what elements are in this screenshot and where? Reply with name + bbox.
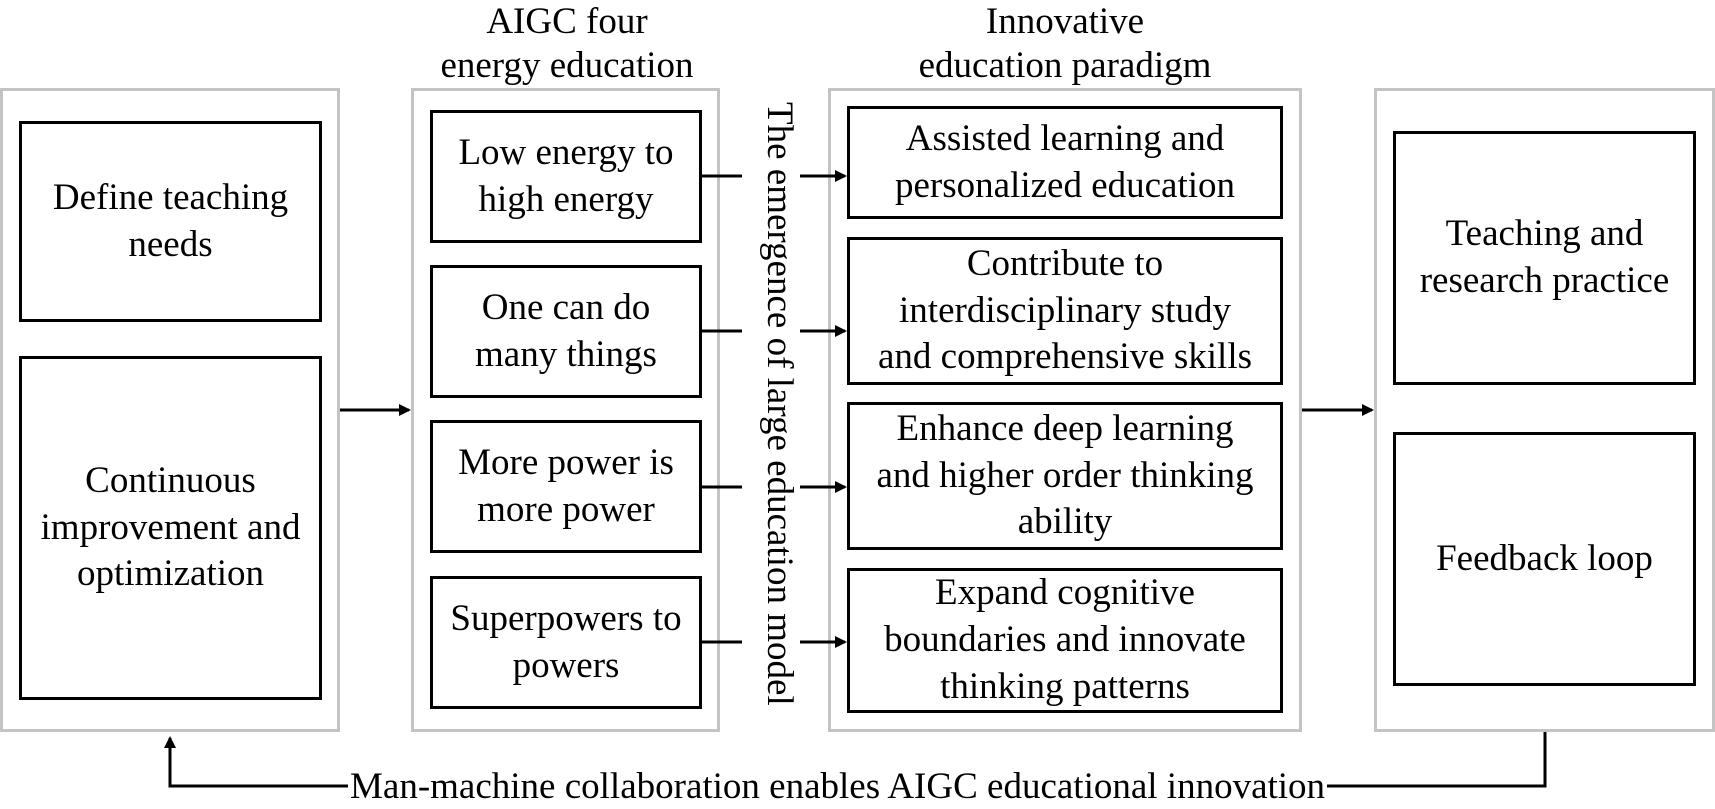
paradigm-heading: Innovative education paradigm [918, 1, 1212, 87]
assisted-learning-label: Assisted learning and personalized education [894, 117, 1236, 206]
continuous-improvement-label: Continuous improvement and optimization [40, 459, 301, 595]
one-can-do-label: One can do many things [475, 286, 657, 375]
interdisciplinary-label: Contribute to interdisciplinary study and comprehensive skills [877, 242, 1253, 378]
define-teaching-needs-label: Define teaching needs [52, 176, 289, 265]
more-power-label: More power is more power [458, 441, 674, 530]
teaching-research-label: Teaching and research practice [1419, 213, 1670, 301]
emergence-label: The emergence of large education model [759, 102, 800, 706]
feedback-loop-label: Feedback loop [1436, 537, 1653, 579]
feedback-caption: Man-machine collaboration enables AIGC educational innovation [350, 766, 1326, 807]
low-energy-label: Low energy to high energy [458, 131, 674, 220]
cognitive-boundaries-label: Expand cognitive boundaries and innovate thinking patterns [884, 572, 1246, 707]
aigc-heading: AIGC four energy education [440, 1, 694, 87]
deep-learning-label: Enhance deep learning and higher order thinking ability [876, 407, 1254, 543]
superpowers-label: Superpowers to powers [450, 597, 682, 686]
